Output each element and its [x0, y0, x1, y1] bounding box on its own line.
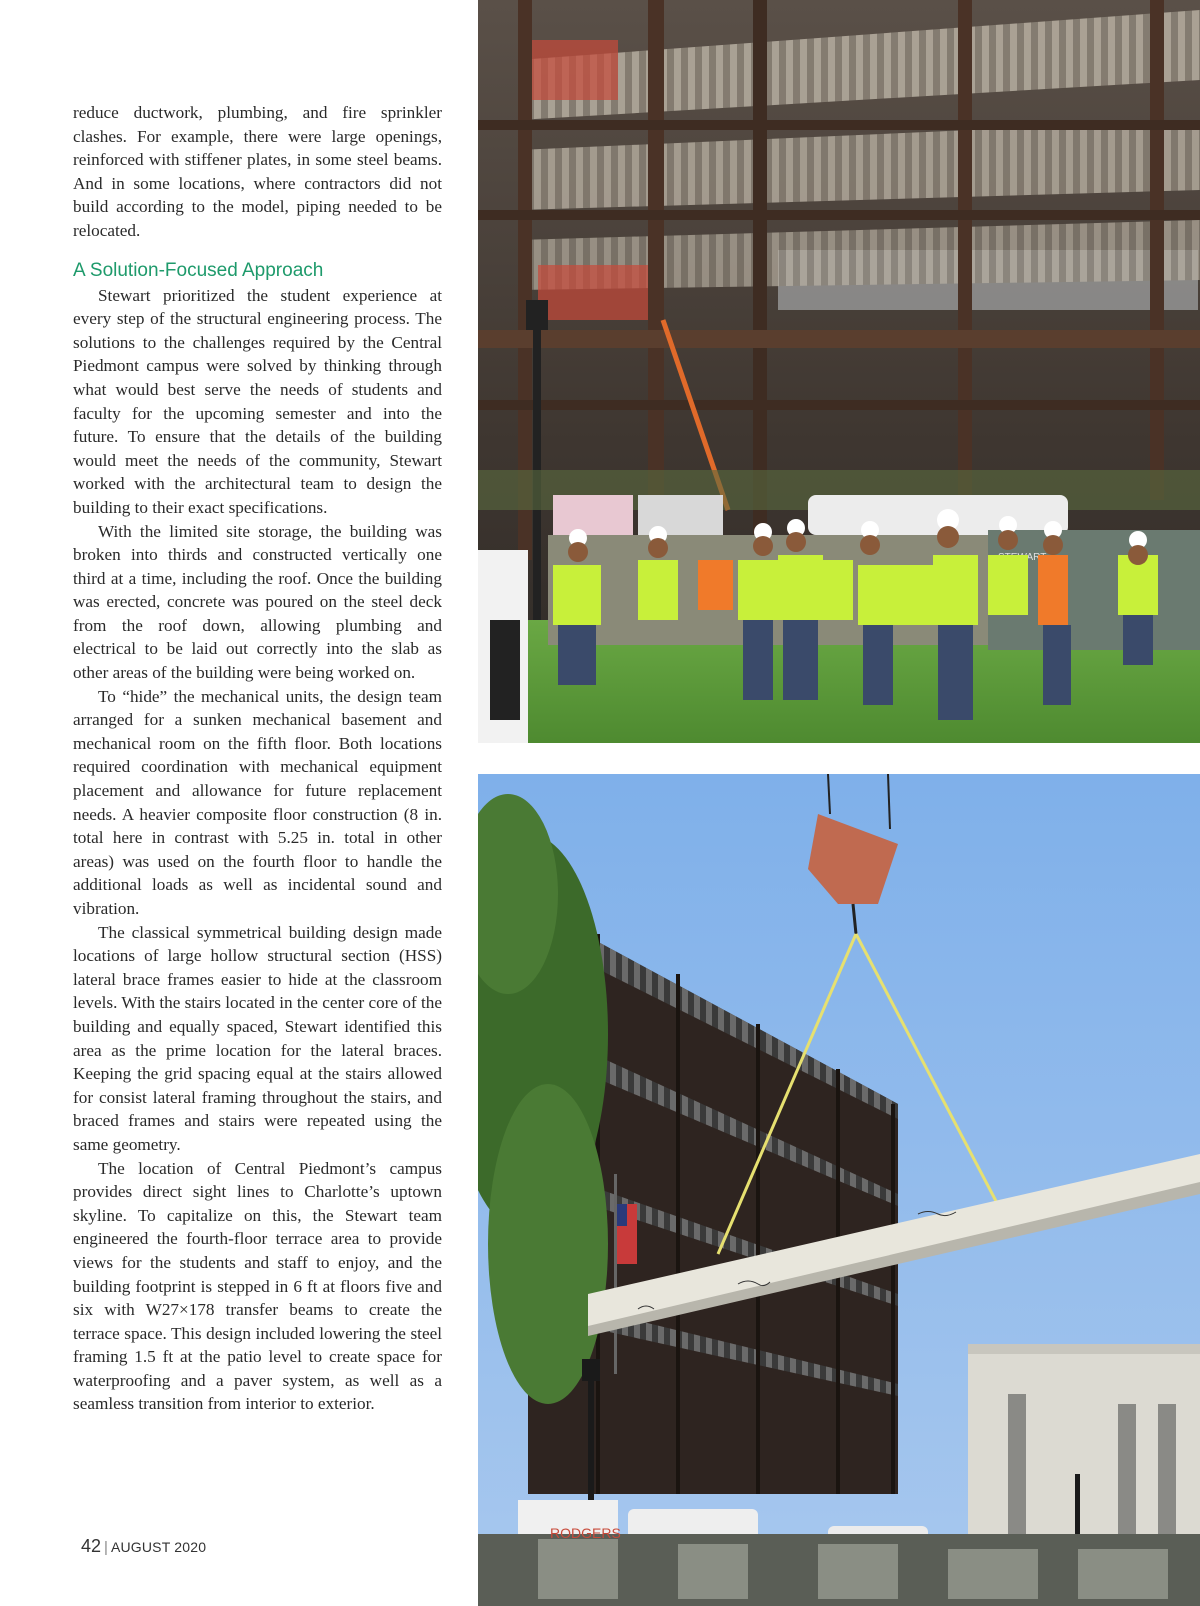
footer-separator: |	[104, 1539, 108, 1556]
article-text-column	[73, 101, 442, 1416]
beam-lift-image	[478, 774, 1200, 1606]
page-footer	[81, 1536, 206, 1557]
banner-text: RODGERS	[550, 1525, 621, 1541]
construction-crew-image	[478, 0, 1200, 743]
article-paragraph: Stewart prioritized the student experience at every step of the structural engineering process. The solutions to the challenges required by the Central Piedmont campus were solved by thinking through what would best serve the needs of students and faculty for the upcoming semester and into the future. To ensure that the details of the building would meet the needs of the community, Stewart worked with the architectural team to design the building to their exact specifications.	[73, 285, 442, 517]
article-paragraph: To “hide” the mechanical units, the design team arranged for a sunken mechanical basement and mechanical room on the fifth floor. Both locations required coordination with mechanical equipment placement and allowance for future replacement needs. A heavier composite floor construction (8 in. total here in contrast with 5.25 in. total in other areas) was used on the fourth floor to handle the additional loads as well as incidental sound and vibration.	[73, 686, 442, 918]
construction-crew-photo	[478, 0, 1200, 743]
article-paragraph: With the limited site storage, the building was broken into thirds and constructed vertically one third at a time, including the roof. Once the building was erected, concrete was poured on the steel deck from the roof down, allowing plumbing and electrical to be laid out correctly into the slab as other areas of the building were being worked on.	[73, 521, 442, 683]
article-paragraph: The location of Central Piedmont’s campus provides direct sight lines to Charlotte’s uptown skyline. To capitalize on this, the Stewart team engineered the fourth-floor terrace area to provide views for the students and staff to enjoy, and the building footprint is stepped in 6 ft at floors five and six with W27×178 transfer beams to create the terrace space. This design included lowering the steel framing 1.5 ft at the patio level to create space for waterproofing and a paver system, as well as a seamless transition from interior to exterior.	[73, 1158, 442, 1414]
section-heading: A Solution-Focused Approach	[73, 259, 324, 281]
issue-date: AUGUST 2020	[110, 1539, 207, 1555]
article-paragraph: reduce ductwork, plumbing, and fire sprinkler clashes. For example, there were large openings, reinforced with stiffener plates, in some steel beams. And in some locations, where contractors did not build according to the model, piping needed to be relocated.	[73, 103, 442, 240]
beam-lift-photo	[478, 774, 1200, 1606]
article-paragraph: The classical symmetrical building design made locations of large hollow structural section (HSS) lateral brace frames easier to hide at the classroom levels. With the stairs located in the center core of the building and equally spaced, Stewart identified this area as the prime location for the lateral braces. Keeping the grid spacing equal at the stairs allowed for consist lateral framing throughout the stairs, and braced frames and stairs were repeated using the same geometry.	[73, 922, 442, 1154]
page-number: 42	[81, 1536, 102, 1556]
